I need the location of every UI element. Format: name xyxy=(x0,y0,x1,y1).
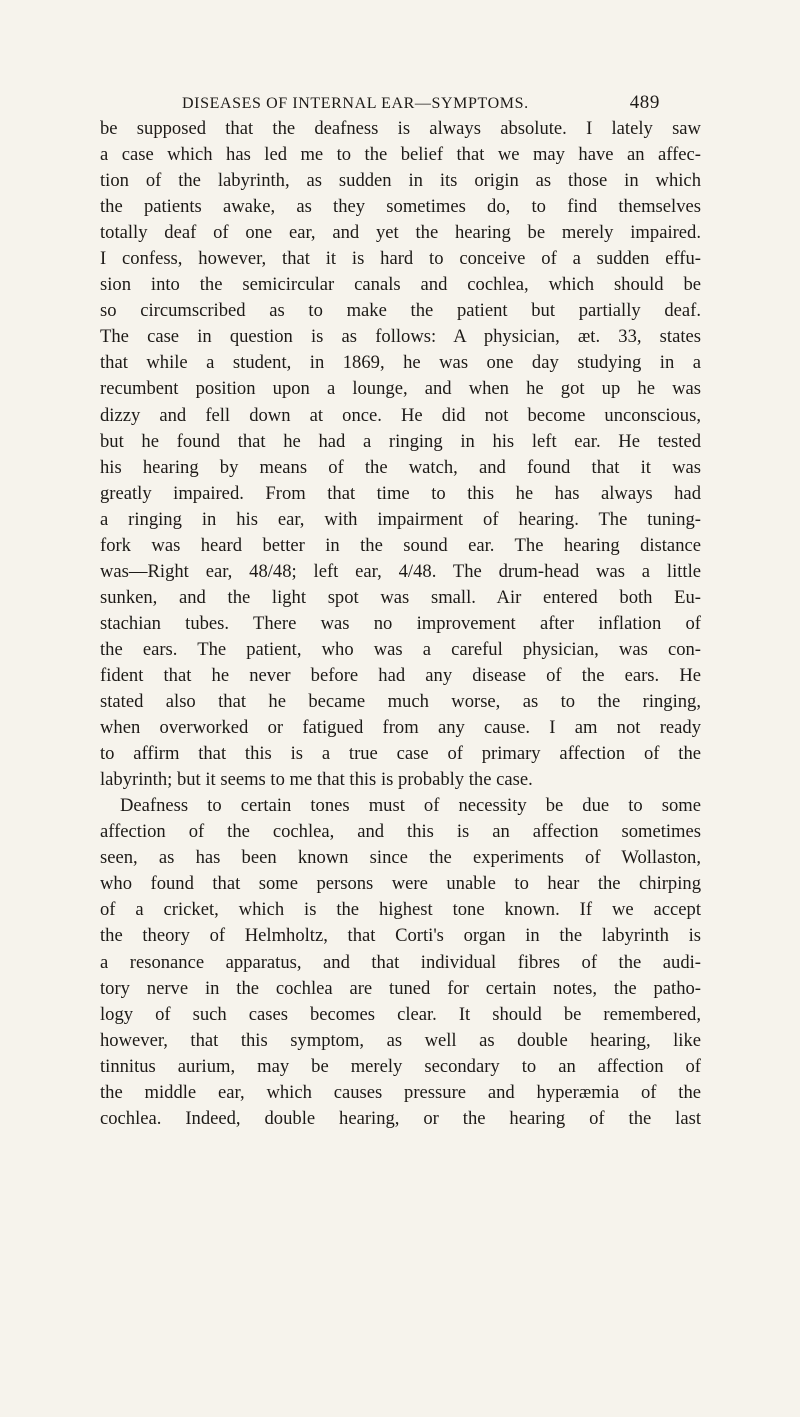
text-line: the patients awake, as they sometimes do, to find themselves xyxy=(100,196,701,218)
text-line: tion of the labyrinth, as sudden in its origin as those in which xyxy=(100,170,701,192)
text-line: tinnitus aurium, may be merely secondary to an affection of xyxy=(100,1055,701,1077)
text-line: greatly impaired. From that time to this he has always had xyxy=(100,482,701,504)
text-line: the theory of Helmholtz, that Corti's organ in the labyrinth is xyxy=(100,925,701,947)
text-line: a case which has led me to the belief that we may have an affec- xyxy=(100,144,701,166)
text-line: cochlea. Indeed, double hearing, or the hearing of the last xyxy=(100,1107,701,1129)
text-line: The case in question is as follows: A physician, æt. 33, states xyxy=(100,326,701,348)
running-head xyxy=(140,92,660,114)
text-line: a ringing in his ear, with impairment of hearing. The tuning- xyxy=(100,508,701,530)
text-line: sunken, and the light spot was small. Air entered both Eu- xyxy=(100,586,701,608)
body-text xyxy=(100,116,701,1132)
text-line: of a cricket, which is the highest tone known. If we accept xyxy=(100,899,701,921)
text-line: that while a student, in 1869, he was one day studying in a xyxy=(100,352,701,374)
text-line: the middle ear, which causes pressure and hyperæmia of the xyxy=(100,1081,701,1103)
text-line: Deafness to certain tones must of necessity be due to some xyxy=(120,795,701,817)
page-number: 489 xyxy=(629,92,660,113)
text-line: fident that he never before had any disease of the ears. He xyxy=(100,664,701,686)
text-line: totally deaf of one ear, and yet the hearing be merely impaired. xyxy=(100,222,701,244)
text-line: logy of such cases becomes clear. It should be remembered, xyxy=(100,1003,701,1025)
text-line: to affirm that this is a true case of primary affection of the xyxy=(100,743,701,765)
text-line: a resonance apparatus, and that individual fibres of the audi- xyxy=(100,951,701,973)
text-line: was—Right ear, 48/48; left ear, 4/48. The drum-head was a little xyxy=(100,560,701,582)
text-line: affection of the cochlea, and this is an affection sometimes xyxy=(100,821,701,843)
text-line: dizzy and fell down at once. He did not become unconscious, xyxy=(100,404,701,426)
text-line: tory nerve in the cochlea are tuned for certain notes, the patho- xyxy=(100,977,701,999)
text-line: his hearing by means of the watch, and found that it was xyxy=(100,456,701,478)
text-line: when overworked or fatigued from any cause. I am not ready xyxy=(100,717,701,739)
text-line: but he found that he had a ringing in his left ear. He tested xyxy=(100,430,701,452)
text-line: sion into the semicircular canals and cochlea, which should be xyxy=(100,274,701,296)
text-line: stachian tubes. There was no improvement after inflation of xyxy=(100,612,701,634)
text-line: recumbent position upon a lounge, and when he got up he was xyxy=(100,378,701,400)
text-line: seen, as has been known since the experiments of Wollaston, xyxy=(100,847,701,869)
text-line: who found that some persons were unable to hear the chirping xyxy=(100,873,701,895)
text-line: so circumscribed as to make the patient but partially deaf. xyxy=(100,300,701,322)
text-line: I confess, however, that it is hard to conceive of a sudden effu- xyxy=(100,248,701,270)
text-line: labyrinth; but it seems to me that this is probably the case. xyxy=(100,769,533,791)
text-line: the ears. The patient, who was a careful physician, was con- xyxy=(100,638,701,660)
text-line: be supposed that the deafness is always absolute. I lately saw xyxy=(100,118,701,139)
running-title: DISEASES OF INTERNAL EAR—SYMPTOMS. xyxy=(182,95,529,112)
text-line: stated also that he became much worse, as to the ringing, xyxy=(100,691,701,713)
text-line: however, that this symptom, as well as double hearing, like xyxy=(100,1029,701,1051)
text-line: fork was heard better in the sound ear. The hearing distance xyxy=(100,534,701,556)
